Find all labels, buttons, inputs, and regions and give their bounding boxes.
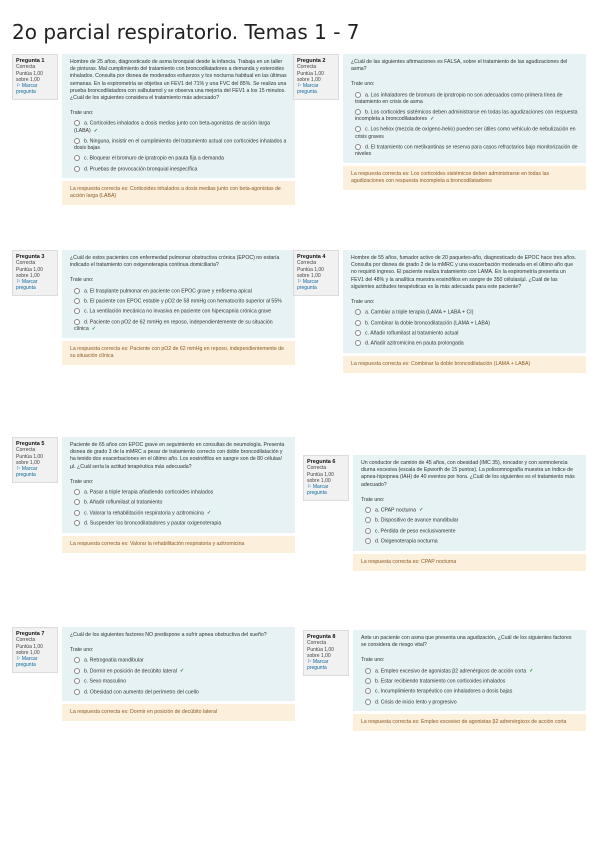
answer-option[interactable] [365, 528, 578, 535]
option-text: Los heliox (mezcla de oxígeno-helio) pueden ser útiles como vehículo de nebulización en crisis graves [355, 126, 576, 140]
feedback-text: La respuesta correcta es: Corticoides inhalados a dosis medias junto con beta-agonistas de acción larga (LABA) [70, 185, 281, 199]
flag-icon: ⚐ [307, 659, 313, 666]
flag-question-link[interactable]: ⚐ Marcar pregunta [307, 484, 329, 497]
question-status: Correcta [16, 260, 36, 267]
radio-icon[interactable] [355, 320, 361, 326]
answer-option[interactable] [365, 699, 578, 706]
answer-option[interactable] [74, 689, 287, 696]
feedback-box [62, 704, 295, 721]
option-text: Dispositivo de avance mandibular [380, 517, 459, 524]
radio-icon[interactable] [365, 678, 371, 684]
answer-prompt: Trate uno: [70, 277, 94, 284]
question-score: Puntúa 1,00 sobre 1,00 [16, 266, 43, 279]
option-letter: a. [375, 667, 380, 674]
question-info [293, 250, 339, 296]
option-text: Sexo masculino [89, 678, 127, 685]
question-text-box [62, 437, 295, 533]
option-letter: c. [375, 688, 380, 695]
answer-option[interactable] [74, 499, 287, 506]
option-text: Pérdida de peso exclusivamente [380, 528, 456, 535]
question-number: Pregunta 6 [307, 459, 336, 465]
feedback-text: La respuesta correcta es: Los corticoides sistémicos deben administrarse en todas las agudizaciones con respuesta incompleta a broncodilatadores [351, 171, 550, 185]
flag-icon: ⚐ [297, 279, 303, 286]
answer-prompt: Trate uno: [70, 647, 94, 654]
question-score: Puntúa 1,00 sobre 1,00 [16, 453, 43, 466]
question-info [12, 437, 58, 483]
question-status: Correcta [16, 447, 36, 454]
feedback-text: La respuesta correcta es: Valorar la rehabilitación respiratoria y azitromicina [70, 540, 245, 547]
option-letter: a. [84, 120, 89, 127]
radio-icon[interactable] [74, 668, 80, 674]
answer-option[interactable] [74, 138, 287, 152]
option-text: Dormir en posición de decúbito lateral [89, 668, 177, 675]
question-status: Correcta [307, 465, 327, 472]
answer-option[interactable] [74, 678, 287, 685]
answer-prompt: Trate uno: [351, 299, 375, 306]
feedback-box [353, 554, 586, 571]
question-stem: Un conductor de camión de 45 años, con obesidad (IMC 35), roncador y con somnolencia diurna excesiva (escala de Epworth de 15 puntos). La polisomnografía muestra un índice de apnea-hipopnea (IAH) de 40 eventos por hora. ¿Cuál de los siguientes es el tratamiento más adecuado? [361, 460, 575, 488]
option-letter: b. [84, 668, 89, 675]
flag-icon: ⚐ [16, 83, 22, 90]
question-status: Correcta [297, 64, 317, 71]
radio-icon[interactable] [74, 499, 80, 505]
answer-option[interactable] [74, 166, 287, 173]
radio-icon[interactable] [365, 507, 371, 513]
answer-prompt: Trate uno: [70, 110, 94, 117]
feedback-box [62, 181, 295, 205]
answer-option[interactable] [355, 126, 578, 140]
answer-option[interactable] [365, 517, 578, 524]
option-text: El tratamiento con metilxantinas se reserva para casos refractarios bajo monitorización de niveles [355, 144, 578, 158]
question-info [12, 54, 58, 100]
answer-option[interactable] [74, 120, 287, 134]
answer-option[interactable] [365, 538, 578, 545]
radio-icon[interactable] [365, 699, 371, 705]
option-text: Los corticoides sistémicos deben administrarse en todas las agudizaciones con respuesta incompleta a broncodilatadores [355, 109, 578, 123]
option-letter: b. [84, 298, 89, 305]
answer-option[interactable] [74, 489, 287, 496]
question-score: Puntúa 1,00 sobre 1,00 [297, 266, 324, 279]
flag-question-link[interactable]: ⚐ Marcar pregunta [16, 279, 38, 292]
radio-icon[interactable] [365, 668, 371, 674]
radio-icon[interactable] [74, 166, 80, 172]
flag-icon: ⚐ [16, 466, 22, 473]
radio-icon[interactable] [355, 309, 361, 315]
option-text: Pruebas de provocación bronquial inespecífica [89, 165, 198, 172]
feedback-box [343, 356, 586, 373]
option-letter: a. [84, 489, 89, 496]
option-text: Añadir roflumilast al tratamiento actual [370, 330, 459, 337]
option-letter: a. [365, 91, 370, 98]
question-number: Pregunta 3 [16, 254, 45, 260]
radio-icon[interactable] [355, 144, 361, 150]
flag-icon: ⚐ [297, 83, 303, 90]
option-text: Añadir azitromicina en pauta prolongada [370, 340, 464, 347]
radio-icon[interactable] [74, 689, 80, 695]
option-text: Empleo excesivo de agonistas β2 adrenérgicos de acción corta [380, 667, 527, 674]
question-number: Pregunta 7 [16, 631, 45, 637]
option-text: El paciente con EPOC estable y pO2 de 58 mmHg con hematocrito superior al 55% [89, 298, 282, 305]
flag-question-link[interactable]: ⚐ Marcar pregunta [307, 659, 329, 672]
radio-icon[interactable] [365, 688, 371, 694]
page-title: 2o parcial respiratorio. Temas 1 - 7 [12, 20, 360, 44]
question-number: Pregunta 2 [297, 58, 326, 64]
question-status: Correcta [16, 637, 36, 644]
answer-option[interactable] [74, 520, 287, 527]
radio-icon[interactable] [74, 489, 80, 495]
feedback-text: La respuesta correcta es: Combinar la doble broncodilatación (LAMA + LABA) [351, 360, 531, 367]
option-text: Paciente con pO2 de 62 mmHg en reposo, independientemente de su situación clínica [74, 319, 273, 333]
question-status: Correcta [307, 640, 327, 647]
option-text: La ventilación mecánica no invasiva en paciente con hipercapnia crónica grave [89, 308, 272, 315]
answer-option[interactable] [365, 507, 578, 514]
option-text: Suspender los broncodilatadores y pautar oxigenoterapia [89, 520, 222, 527]
question-stem: ¿Cuál de las siguientes afirmaciones es FALSA, sobre el tratamiento de las agudizaciones del asma? [351, 59, 568, 73]
answer-option[interactable] [74, 288, 287, 295]
option-letter: c. [375, 528, 380, 535]
option-letter: c. [365, 330, 370, 337]
question-score: Puntúa 1,00 sobre 1,00 [16, 643, 43, 656]
question-score: Puntúa 1,00 sobre 1,00 [297, 70, 324, 83]
radio-icon[interactable] [74, 120, 80, 126]
option-letter: b. [375, 678, 380, 685]
check-icon: ✓ [419, 507, 424, 514]
radio-icon[interactable] [74, 138, 80, 144]
question-info [12, 627, 58, 673]
option-letter: d. [375, 538, 380, 545]
option-letter: a. [375, 507, 380, 514]
answer-option[interactable] [355, 92, 578, 106]
question-score: Puntúa 1,00 sobre 1,00 [307, 471, 334, 484]
check-icon: ✓ [179, 668, 185, 675]
option-text: Corticoides inhalados a dosis medias junto con beta-agonistas de acción larga (LABA) [74, 120, 271, 134]
question-stem: Ante un paciente con asma que presenta una agudización, ¿Cuál de los siguientes factores se considera de riesgo vital? [361, 635, 572, 649]
option-letter: b. [84, 499, 89, 506]
answer-option[interactable] [74, 308, 287, 315]
answer-option[interactable] [355, 330, 578, 337]
option-letter: c. [84, 308, 89, 315]
option-text: Pasar a triple terapia añadiendo corticoides inhalados [89, 489, 214, 496]
question-text-box [353, 630, 586, 711]
check-icon: ✓ [206, 510, 212, 517]
option-letter: b. [375, 517, 380, 524]
question-info [12, 250, 58, 296]
question-stem: Hombre de 25 años, diagnosticado de asma bronquial desde la infancia. Trabaja en un taller de pinturas. Mal cumplimiento del tratamiento con broncodilatadores a demanda y esteroides inhalados. Consulta por disnea de moderados esfuerzos y tos nocturna habitual en las últimas semanas. En la espirometría se objetiva un FEV1 del 71% y una FVC del 85%. Se realiza una prueba broncodilatadora con salbutamol y se observa una mejoría del FEV1 a los 15 minutos. ¿Cuál de los siguientes considera el tratamiento más adecuado? [70, 59, 287, 102]
radio-icon[interactable] [74, 657, 80, 663]
option-text: Oxigenoterapia nocturna [380, 538, 438, 545]
radio-icon[interactable] [355, 92, 361, 98]
radio-icon[interactable] [74, 288, 80, 294]
option-text: Incumplimiento terapéutico con inhaladores a dosis bajas [380, 688, 513, 695]
answer-option[interactable] [355, 309, 578, 316]
question-number: Pregunta 1 [16, 58, 45, 64]
question-text-box [62, 250, 295, 338]
option-text: Bloquear el bromuro de ipratropio en pauta fija a demanda [89, 155, 224, 162]
radio-icon[interactable] [74, 319, 80, 325]
answer-option[interactable] [74, 319, 287, 333]
radio-icon[interactable] [355, 340, 361, 346]
question-number: Pregunta 8 [307, 634, 336, 640]
flag-question-link[interactable]: ⚐ Marcar pregunta [16, 656, 38, 669]
radio-icon[interactable] [355, 109, 361, 115]
question-number: Pregunta 5 [16, 441, 45, 447]
question-info [303, 630, 349, 676]
answer-prompt: Trate uno: [361, 657, 385, 664]
flag-question-link[interactable]: ⚐ Marcar pregunta [16, 83, 38, 96]
answer-option[interactable] [355, 320, 578, 327]
answer-option[interactable] [74, 298, 287, 305]
answer-option[interactable] [74, 510, 287, 517]
question-stem: Hombre de 55 años, fumador activo de 20 paquetes-año, diagnosticado de EPOC hace tres años. Consulta por disnea de grado 2 de la mMRC y una exacerbación moderada en el último año que no requirió ingreso. El paciente realiza tratamiento con LAMA. En la espirometría presenta un FEV1 del 48% y la analítica muestra eosinófilos en sangre de 350 células/µl. ¿Cuál de las siguientes actitudes terapéuticas es la más adecuada para este paciente? [351, 255, 577, 290]
feedback-text: La respuesta correcta es: CPAP nocturna [361, 558, 457, 565]
flag-question-link[interactable]: ⚐ Marcar pregunta [297, 279, 319, 292]
check-icon: ✓ [529, 667, 534, 674]
option-letter: c. [84, 155, 89, 162]
check-icon: ✓ [93, 127, 99, 134]
feedback-text: La respuesta correcta es: Paciente con pO2 de 62 mmHg en reposo, independientemente de su situación clínica [70, 346, 284, 360]
question-stem: ¿Cuál de los siguientes factores NO predispone a sufrir apnea obstructiva del sueño? [70, 632, 267, 638]
flag-icon: ⚐ [16, 279, 22, 286]
answer-option[interactable] [355, 340, 578, 347]
option-letter: d. [84, 688, 89, 695]
option-text: Retrognatia mandibular [89, 657, 144, 664]
flag-question-link[interactable]: ⚐ Marcar pregunta [297, 83, 319, 96]
option-text: Añadir roflumilast al tratamiento [89, 499, 163, 506]
feedback-box [343, 166, 586, 190]
flag-question-link[interactable]: ⚐ Marcar pregunta [16, 466, 38, 479]
flag-icon: ⚐ [307, 484, 313, 491]
question-info [303, 455, 349, 501]
radio-icon[interactable] [74, 155, 80, 161]
option-letter: d. [84, 319, 89, 326]
answer-option[interactable] [355, 109, 578, 123]
radio-icon[interactable] [74, 510, 80, 516]
question-info [293, 54, 339, 100]
radio-icon[interactable] [365, 517, 371, 523]
question-status: Correcta [297, 260, 317, 267]
radio-icon[interactable] [74, 520, 80, 526]
question-score: Puntúa 1,00 sobre 1,00 [16, 70, 43, 83]
option-letter: b. [84, 138, 89, 145]
feedback-text: La respuesta correcta es: Empleo excesivo de agonistas β2 adrenérgicos de acción corta [361, 719, 567, 726]
option-text: Los inhaladores de bromuro de ipratropio no son adecuados como primera línea de tratamiento en crisis de asma [355, 91, 563, 105]
option-letter: a. [365, 309, 370, 316]
question-text-box [343, 250, 586, 353]
question-text-box [343, 54, 586, 163]
option-text: CPAP nocturna [380, 507, 417, 514]
option-letter: b. [365, 109, 370, 116]
answer-option[interactable] [355, 144, 578, 158]
option-letter: a. [84, 657, 89, 664]
question-status: Correcta [16, 64, 36, 71]
option-letter: d. [84, 165, 89, 172]
check-icon: ✓ [91, 326, 97, 333]
option-text: Crisis de inicio lento y progresivo [380, 699, 457, 706]
option-letter: d. [365, 340, 370, 347]
question-stem: Paciente de 65 años con EPOC grave en seguimiento en consultas de neumología. Presenta disnea de grado 3 de la mMRC a pesar de tratamiento correcto con doble broncodilatación y ha tenido dos exacerbaciones en el último año. Los eosinófilos en sangre son de 80 células/µl. ¿Cuál sería la actitud terapéutica más adecuada? [70, 442, 285, 470]
radio-icon[interactable] [355, 330, 361, 336]
option-letter: d. [375, 699, 380, 706]
option-text: Cambiar a triple terapia (LAMA + LABA + CI) [370, 309, 474, 316]
option-letter: b. [365, 319, 370, 326]
answer-prompt: Trate uno: [351, 81, 375, 88]
question-text-box [62, 627, 295, 701]
feedback-text: La respuesta correcta es: Dormir en posición de decúbito lateral [70, 708, 218, 715]
answer-option[interactable] [365, 688, 578, 695]
option-letter: d. [84, 520, 89, 527]
question-number: Pregunta 4 [297, 254, 326, 260]
feedback-box [353, 714, 586, 731]
radio-icon[interactable] [74, 298, 80, 304]
radio-icon[interactable] [365, 538, 371, 544]
answer-option[interactable] [365, 668, 578, 675]
check-icon: ✓ [430, 116, 435, 123]
flag-icon: ⚐ [16, 656, 22, 663]
option-text: Obesidad con aumento del perímetro del cuello [89, 688, 199, 695]
radio-icon[interactable] [365, 528, 371, 534]
answer-prompt: Trate uno: [361, 496, 385, 503]
radio-icon[interactable] [74, 678, 80, 684]
answer-option[interactable] [74, 155, 287, 162]
option-letter: c. [84, 510, 89, 517]
question-stem: ¿Cuál de estos pacientes con enfermedad pulmonar obstructiva crónica (EPOC) no estaría indicado el tratamiento con oxigenoterapia continua domiciliaria? [70, 255, 280, 269]
option-letter: c. [365, 126, 370, 133]
option-letter: c. [84, 678, 89, 685]
option-text: El trasplante pulmonar en paciente con EPOC grave y enfisema apical [89, 287, 252, 294]
question-text-box [353, 455, 586, 551]
answer-prompt: Trate uno: [70, 478, 94, 485]
question-text-box [62, 54, 295, 178]
question-score: Puntúa 1,00 sobre 1,00 [307, 646, 334, 659]
answer-option[interactable] [365, 678, 578, 685]
option-letter: d. [365, 144, 370, 151]
feedback-box [62, 536, 295, 553]
option-text: Valorar la rehabilitación respiratoria y azitromicina [89, 510, 204, 517]
answer-option[interactable] [74, 668, 287, 675]
feedback-box [62, 341, 295, 365]
radio-icon[interactable] [74, 308, 80, 314]
option-text: Ninguna, insistir en el cumplimiento del tratamiento actual con corticoides inhalados a dosis bajas [74, 138, 287, 152]
option-text: Combinar la doble broncodilatación (LAMA + LABA) [370, 319, 491, 326]
option-text: Estar recibiendo tratamiento con corticoides inhalados [380, 678, 506, 685]
option-letter: a. [84, 287, 89, 294]
radio-icon[interactable] [355, 126, 361, 132]
answer-option[interactable] [74, 657, 287, 664]
